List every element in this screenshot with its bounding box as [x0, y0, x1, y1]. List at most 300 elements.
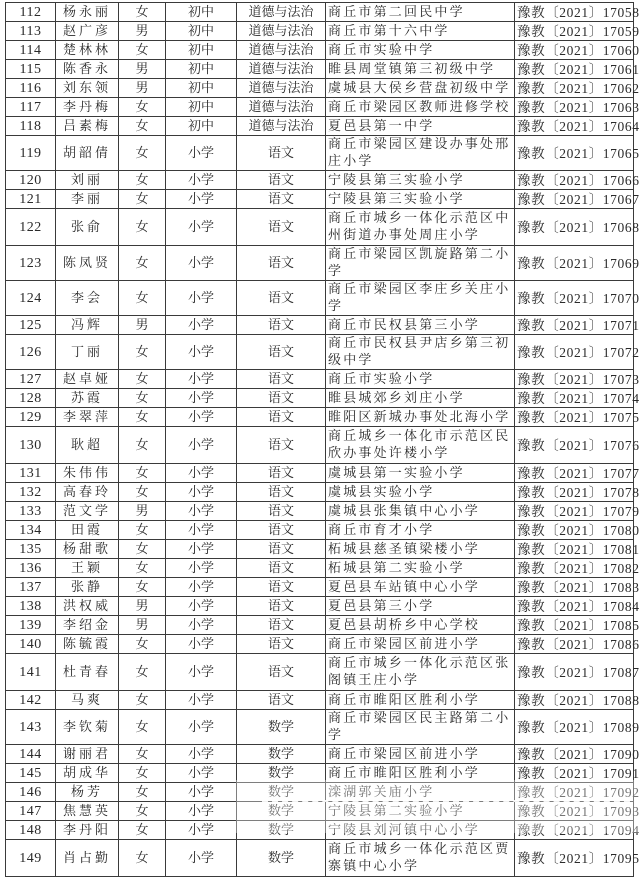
- table-row: [6, 370, 634, 389]
- roster-body: [6, 3, 640, 877]
- table-row: [6, 3, 634, 22]
- cell-level: 小学: [166, 389, 237, 408]
- cell-name: 耿超: [56, 427, 119, 464]
- cell-name: 胡韶倩: [56, 136, 119, 171]
- cell-number: 116: [6, 79, 56, 98]
- cell-number: 132: [6, 483, 56, 502]
- cell-number: 121: [6, 190, 56, 209]
- cell-level: 小学: [166, 802, 237, 821]
- cell-certificate: 豫教〔2021〕17069: [515, 246, 634, 281]
- cell-name: 马爽: [56, 691, 119, 710]
- cell-name: 王颖: [56, 559, 119, 578]
- table-row: [6, 691, 634, 710]
- cell-level: 小学: [166, 597, 237, 616]
- cell-gender: 女: [119, 370, 166, 389]
- cell-level: 小学: [166, 246, 237, 281]
- cell-school: 宁陵县第三实验小学: [326, 190, 515, 209]
- table-row: [6, 22, 634, 41]
- cell-subject: 语文: [237, 578, 326, 597]
- cell-school: 商丘市梁园区民主路第二小学: [326, 710, 515, 745]
- cell-certificate: 豫教〔2021〕17062: [515, 79, 634, 98]
- cell-level: 小学: [166, 840, 237, 877]
- cell-certificate: 豫教〔2021〕17084: [515, 597, 634, 616]
- cell-certificate: 豫教〔2021〕17059: [515, 22, 634, 41]
- cell-certificate: 豫教〔2021〕17081: [515, 540, 634, 559]
- cell-school: 虞城县实验小学: [326, 483, 515, 502]
- cell-gender: 女: [119, 408, 166, 427]
- cell-school: 商丘市睢阳区胜利小学: [326, 691, 515, 710]
- cell-gender: 女: [119, 246, 166, 281]
- cell-school: 睢阳区新城办事处北海小学: [326, 408, 515, 427]
- cell-name: 苏霞: [56, 389, 119, 408]
- cell-level: 小学: [166, 616, 237, 635]
- table-row: [6, 335, 634, 370]
- cell-level: 小学: [166, 335, 237, 370]
- cell-name: 李钦菊: [56, 710, 119, 745]
- cell-level: 小学: [166, 521, 237, 540]
- cell-level: 小学: [166, 502, 237, 521]
- cell-level: 小学: [166, 171, 237, 190]
- cell-level: 小学: [166, 578, 237, 597]
- cell-name: 陈凤贤: [56, 246, 119, 281]
- cell-number: 133: [6, 502, 56, 521]
- cell-certificate: 豫教〔2021〕17064: [515, 117, 634, 136]
- cell-number: 134: [6, 521, 56, 540]
- cell-school: 宁陵县刘河镇中心小学: [326, 821, 515, 840]
- cell-name: 高春玲: [56, 483, 119, 502]
- cell-gender: 女: [119, 802, 166, 821]
- cell-school: 商丘市梁园区教师进修学校: [326, 98, 515, 117]
- table-row: [6, 79, 634, 98]
- cell-number: 147: [6, 802, 56, 821]
- cell-gender: 女: [119, 521, 166, 540]
- cell-subject: 语文: [237, 654, 326, 691]
- cell-gender: 男: [119, 22, 166, 41]
- cell-certificate: 豫教〔2021〕17088: [515, 691, 634, 710]
- table-row: [6, 540, 634, 559]
- cell-school: 商丘市第二回民中学: [326, 3, 515, 22]
- table-row: [6, 597, 634, 616]
- cell-name: 杜青春: [56, 654, 119, 691]
- table-row: [6, 483, 634, 502]
- cell-name: 冯辉: [56, 316, 119, 335]
- cell-number: 125: [6, 316, 56, 335]
- cell-certificate: 豫教〔2021〕17076: [515, 427, 634, 464]
- cell-number: 123: [6, 246, 56, 281]
- cell-name: 田霞: [56, 521, 119, 540]
- table-row: [6, 710, 634, 745]
- cell-level: 初中: [166, 22, 237, 41]
- cell-gender: 女: [119, 464, 166, 483]
- cell-certificate: 豫教〔2021〕17070: [515, 281, 634, 316]
- cell-certificate: 豫教〔2021〕17077: [515, 464, 634, 483]
- cell-subject: 语文: [237, 464, 326, 483]
- cell-subject: 数学: [237, 764, 326, 783]
- cell-certificate: 豫教〔2021〕17066: [515, 171, 634, 190]
- cell-gender: 男: [119, 60, 166, 79]
- cell-name: 李丹梅: [56, 98, 119, 117]
- cell-gender: 女: [119, 389, 166, 408]
- cell-name: 朱伟伟: [56, 464, 119, 483]
- table-row: [6, 316, 634, 335]
- table-row: [6, 209, 634, 246]
- table-row: [6, 654, 634, 691]
- cell-subject: 语文: [237, 335, 326, 370]
- cell-subject: 语文: [237, 136, 326, 171]
- cell-subject: 数学: [237, 840, 326, 877]
- cell-level: 小学: [166, 691, 237, 710]
- cell-level: 小学: [166, 635, 237, 654]
- cell-gender: 女: [119, 764, 166, 783]
- cell-level: 初中: [166, 3, 237, 22]
- cell-level: 小学: [166, 209, 237, 246]
- cell-gender: 女: [119, 190, 166, 209]
- table-row: [6, 802, 634, 821]
- cell-number: 122: [6, 209, 56, 246]
- cell-name: 李会: [56, 281, 119, 316]
- cell-name: 赵卓娅: [56, 370, 119, 389]
- cell-school: 宁陵县第三实验小学: [326, 171, 515, 190]
- cell-school: 商丘市实验小学: [326, 370, 515, 389]
- cell-school: 商丘市育才小学: [326, 521, 515, 540]
- cell-subject: 语文: [237, 389, 326, 408]
- cell-level: 初中: [166, 41, 237, 60]
- cell-name: 刘丽: [56, 171, 119, 190]
- cell-name: 李绍金: [56, 616, 119, 635]
- cell-subject: 道德与法治: [237, 3, 326, 22]
- cell-name: 李翠萍: [56, 408, 119, 427]
- cell-name: 杨芳: [56, 783, 119, 802]
- cell-name: 李丹阳: [56, 821, 119, 840]
- cell-school: 夏邑县第三小学: [326, 597, 515, 616]
- cell-school: 商丘市梁园区前进小学: [326, 635, 515, 654]
- cell-subject: 道德与法治: [237, 60, 326, 79]
- cell-name: 吕素梅: [56, 117, 119, 136]
- cell-school: 商丘市城乡一体化示范区中州街道办事处周庄小学: [326, 209, 515, 246]
- cell-certificate: 豫教〔2021〕17080: [515, 521, 634, 540]
- cell-subject: 数学: [237, 783, 326, 802]
- cell-name: 张静: [56, 578, 119, 597]
- cell-number: 136: [6, 559, 56, 578]
- cell-school: 商丘市梁园区建设办事处邢庄小学: [326, 136, 515, 171]
- cell-certificate: 豫教〔2021〕17091: [515, 764, 634, 783]
- table-row: [6, 190, 634, 209]
- cell-subject: 语文: [237, 209, 326, 246]
- table-row: [6, 464, 634, 483]
- cell-subject: 语文: [237, 171, 326, 190]
- cell-name: 谢丽君: [56, 745, 119, 764]
- cell-school: 夏邑县胡桥乡中心学校: [326, 616, 515, 635]
- cell-name: 楚林林: [56, 41, 119, 60]
- cell-subject: 语文: [237, 635, 326, 654]
- cell-name: 丁丽: [56, 335, 119, 370]
- cell-name: 李丽: [56, 190, 119, 209]
- cell-school: 睢县周堂镇第三初级中学: [326, 60, 515, 79]
- cell-gender: 男: [119, 316, 166, 335]
- cell-certificate: 豫教〔2021〕17089: [515, 710, 634, 745]
- cell-number: 127: [6, 370, 56, 389]
- cell-number: 146: [6, 783, 56, 802]
- cell-name: 洪权威: [56, 597, 119, 616]
- cell-certificate: 豫教〔2021〕17092: [515, 783, 634, 802]
- cell-gender: 女: [119, 691, 166, 710]
- cell-gender: 女: [119, 783, 166, 802]
- cell-certificate: 豫教〔2021〕17074: [515, 389, 634, 408]
- cell-number: 126: [6, 335, 56, 370]
- cell-level: 小学: [166, 427, 237, 464]
- cell-subject: 数学: [237, 745, 326, 764]
- cell-level: 小学: [166, 710, 237, 745]
- cell-name: 陈香永: [56, 60, 119, 79]
- cell-certificate: 豫教〔2021〕17072: [515, 335, 634, 370]
- cell-school: 夏邑县车站镇中心小学: [326, 578, 515, 597]
- cell-subject: 语文: [237, 408, 326, 427]
- cell-number: 119: [6, 136, 56, 171]
- table-row: [6, 635, 634, 654]
- cell-gender: 女: [119, 559, 166, 578]
- table-row: [6, 408, 634, 427]
- cell-gender: 女: [119, 3, 166, 22]
- cell-level: 小学: [166, 408, 237, 427]
- cell-school: 虞城县大侯乡营盘初级中学: [326, 79, 515, 98]
- cell-gender: 女: [119, 117, 166, 136]
- cell-number: 129: [6, 408, 56, 427]
- cell-school: 宁陵县第二实验小学: [326, 802, 515, 821]
- cell-school: 商丘市梁园区凯旋路第二小学: [326, 246, 515, 281]
- cell-certificate: 豫教〔2021〕17083: [515, 578, 634, 597]
- cell-subject: 道德与法治: [237, 41, 326, 60]
- cell-gender: 女: [119, 281, 166, 316]
- cell-certificate: 豫教〔2021〕17078: [515, 483, 634, 502]
- cell-number: 131: [6, 464, 56, 483]
- cell-number: 130: [6, 427, 56, 464]
- cell-number: 120: [6, 171, 56, 190]
- cell-subject: 语文: [237, 521, 326, 540]
- table-row: [6, 559, 634, 578]
- cell-subject: 语文: [237, 370, 326, 389]
- table-row: [6, 246, 634, 281]
- cell-number: 112: [6, 3, 56, 22]
- table-row: [6, 60, 634, 79]
- cell-gender: 女: [119, 171, 166, 190]
- cell-certificate: 豫教〔2021〕17065: [515, 136, 634, 171]
- cell-gender: 女: [119, 540, 166, 559]
- cell-subject: 道德与法治: [237, 98, 326, 117]
- cell-gender: 女: [119, 710, 166, 745]
- cell-school: 商丘市梁园区李庄乡关庄小学: [326, 281, 515, 316]
- cell-number: 124: [6, 281, 56, 316]
- table-row: [6, 783, 634, 802]
- cell-subject: 道德与法治: [237, 22, 326, 41]
- cell-level: 小学: [166, 559, 237, 578]
- cell-number: 144: [6, 745, 56, 764]
- cell-number: 149: [6, 840, 56, 877]
- cell-school: 商丘市梁园区前进小学: [326, 745, 515, 764]
- cell-subject: 道德与法治: [237, 79, 326, 98]
- cell-gender: 女: [119, 427, 166, 464]
- cell-subject: 语文: [237, 281, 326, 316]
- table-row: [6, 616, 634, 635]
- cell-subject: 语文: [237, 616, 326, 635]
- cell-school: 商丘市民权县第三小学: [326, 316, 515, 335]
- table-row: [6, 745, 634, 764]
- cell-level: 小学: [166, 783, 237, 802]
- cell-school: 商丘城乡一体化市示范区民欣办事处许楼小学: [326, 427, 515, 464]
- cell-certificate: 豫教〔2021〕17063: [515, 98, 634, 117]
- cell-gender: 男: [119, 597, 166, 616]
- cell-level: 初中: [166, 60, 237, 79]
- cell-school: 商丘市民权县尹店乡第三初级中学: [326, 335, 515, 370]
- cell-school: 睢县城郊乡刘庄小学: [326, 389, 515, 408]
- cell-certificate: 豫教〔2021〕17058: [515, 3, 634, 22]
- cell-level: 小学: [166, 654, 237, 691]
- table-row: [6, 136, 634, 171]
- cell-certificate: 豫教〔2021〕17068: [515, 209, 634, 246]
- cell-number: 143: [6, 710, 56, 745]
- cell-school: 商丘市城乡一体化示范区张阁镇王庄小学: [326, 654, 515, 691]
- table-row: [6, 389, 634, 408]
- cell-subject: 语文: [237, 691, 326, 710]
- cell-level: 小学: [166, 190, 237, 209]
- cell-subject: 语文: [237, 540, 326, 559]
- cell-level: 小学: [166, 136, 237, 171]
- cell-number: 140: [6, 635, 56, 654]
- cell-gender: 女: [119, 98, 166, 117]
- cell-level: 小学: [166, 316, 237, 335]
- cell-subject: 语文: [237, 316, 326, 335]
- cell-number: 114: [6, 41, 56, 60]
- table-row: [6, 821, 634, 840]
- cell-certificate: 豫教〔2021〕17060: [515, 41, 634, 60]
- cell-school: 商丘市实验中学: [326, 41, 515, 60]
- table-row: [6, 98, 634, 117]
- cell-number: 142: [6, 691, 56, 710]
- cell-gender: 女: [119, 635, 166, 654]
- cell-gender: 女: [119, 840, 166, 877]
- table-row: [6, 502, 634, 521]
- cell-school: 虞城县张集镇中心小学: [326, 502, 515, 521]
- cell-school: 商丘市城乡一体化示范区贾寨镇中心小学: [326, 840, 515, 877]
- cell-subject: 数学: [237, 802, 326, 821]
- cell-certificate: 豫教〔2021〕17090: [515, 745, 634, 764]
- cell-subject: 语文: [237, 483, 326, 502]
- table-row: [6, 578, 634, 597]
- cell-certificate: 豫教〔2021〕17087: [515, 654, 634, 691]
- table-row: [6, 764, 634, 783]
- cell-subject: 语文: [237, 597, 326, 616]
- cell-subject: 语文: [237, 502, 326, 521]
- cell-certificate: 豫教〔2021〕17085: [515, 616, 634, 635]
- cell-certificate: 豫教〔2021〕17086: [515, 635, 634, 654]
- cell-school: 滦湖郭关庙小学: [326, 783, 515, 802]
- cell-level: 小学: [166, 370, 237, 389]
- cell-gender: 女: [119, 209, 166, 246]
- cell-gender: 女: [119, 654, 166, 691]
- cell-level: 小学: [166, 464, 237, 483]
- cell-subject: 道德与法治: [237, 117, 326, 136]
- cell-gender: 男: [119, 616, 166, 635]
- cell-level: 小学: [166, 483, 237, 502]
- cell-number: 141: [6, 654, 56, 691]
- cell-subject: 数学: [237, 710, 326, 745]
- cell-number: 118: [6, 117, 56, 136]
- cell-school: 商丘市第十六中学: [326, 22, 515, 41]
- cell-number: 115: [6, 60, 56, 79]
- table-row: [6, 521, 634, 540]
- cell-certificate: 豫教〔2021〕17079: [515, 502, 634, 521]
- cell-level: 初中: [166, 117, 237, 136]
- cell-gender: 男: [119, 79, 166, 98]
- cell-certificate: 豫教〔2021〕17073: [515, 370, 634, 389]
- cell-school: 柘城县第二实验小学: [326, 559, 515, 578]
- cell-gender: 女: [119, 578, 166, 597]
- cell-number: 135: [6, 540, 56, 559]
- cell-school: 柘城县慈圣镇梁楼小学: [326, 540, 515, 559]
- cell-number: 117: [6, 98, 56, 117]
- cell-gender: 女: [119, 745, 166, 764]
- cell-certificate: 豫教〔2021〕17071: [515, 316, 634, 335]
- cell-name: 肖占勤: [56, 840, 119, 877]
- cell-level: 小学: [166, 764, 237, 783]
- cell-level: 小学: [166, 745, 237, 764]
- cell-certificate: 豫教〔2021〕17095: [515, 840, 634, 877]
- table-row: [6, 427, 634, 464]
- cell-level: 小学: [166, 821, 237, 840]
- cell-name: 陈毓霞: [56, 635, 119, 654]
- cell-gender: 女: [119, 41, 166, 60]
- cell-certificate: 豫教〔2021〕17082: [515, 559, 634, 578]
- cell-name: 张俞: [56, 209, 119, 246]
- cell-number: 128: [6, 389, 56, 408]
- cell-name: 范文学: [56, 502, 119, 521]
- cell-subject: 语文: [237, 427, 326, 464]
- cell-certificate: 豫教〔2021〕17094: [515, 821, 634, 840]
- table-row: [6, 41, 634, 60]
- table-row: [6, 281, 634, 316]
- cell-gender: 女: [119, 136, 166, 171]
- table-row: [6, 117, 634, 136]
- cell-number: 148: [6, 821, 56, 840]
- cell-number: 113: [6, 22, 56, 41]
- cell-name: 杨永丽: [56, 3, 119, 22]
- cell-level: 小学: [166, 281, 237, 316]
- cell-number: 139: [6, 616, 56, 635]
- cell-number: 145: [6, 764, 56, 783]
- cell-certificate: 豫教〔2021〕17067: [515, 190, 634, 209]
- teacher-roster-table: [5, 2, 640, 877]
- cell-subject: 语文: [237, 246, 326, 281]
- cell-subject: 数学: [237, 821, 326, 840]
- cell-number: 137: [6, 578, 56, 597]
- cell-gender: 男: [119, 502, 166, 521]
- cell-subject: 语文: [237, 559, 326, 578]
- cell-school: 商丘市睢阳区胜利小学: [326, 764, 515, 783]
- cell-number: 138: [6, 597, 56, 616]
- cell-school: 虞城县第一实验小学: [326, 464, 515, 483]
- cell-subject: 语文: [237, 190, 326, 209]
- cell-certificate: 豫教〔2021〕17093: [515, 802, 634, 821]
- cell-gender: 女: [119, 821, 166, 840]
- cell-level: 小学: [166, 540, 237, 559]
- cell-school: 夏邑县第一中学: [326, 117, 515, 136]
- cell-name: 赵广彦: [56, 22, 119, 41]
- cell-name: 杨甜歌: [56, 540, 119, 559]
- cell-gender: 女: [119, 483, 166, 502]
- cell-name: 焦慧英: [56, 802, 119, 821]
- cell-certificate: 豫教〔2021〕17061: [515, 60, 634, 79]
- cell-level: 初中: [166, 79, 237, 98]
- cell-gender: 女: [119, 335, 166, 370]
